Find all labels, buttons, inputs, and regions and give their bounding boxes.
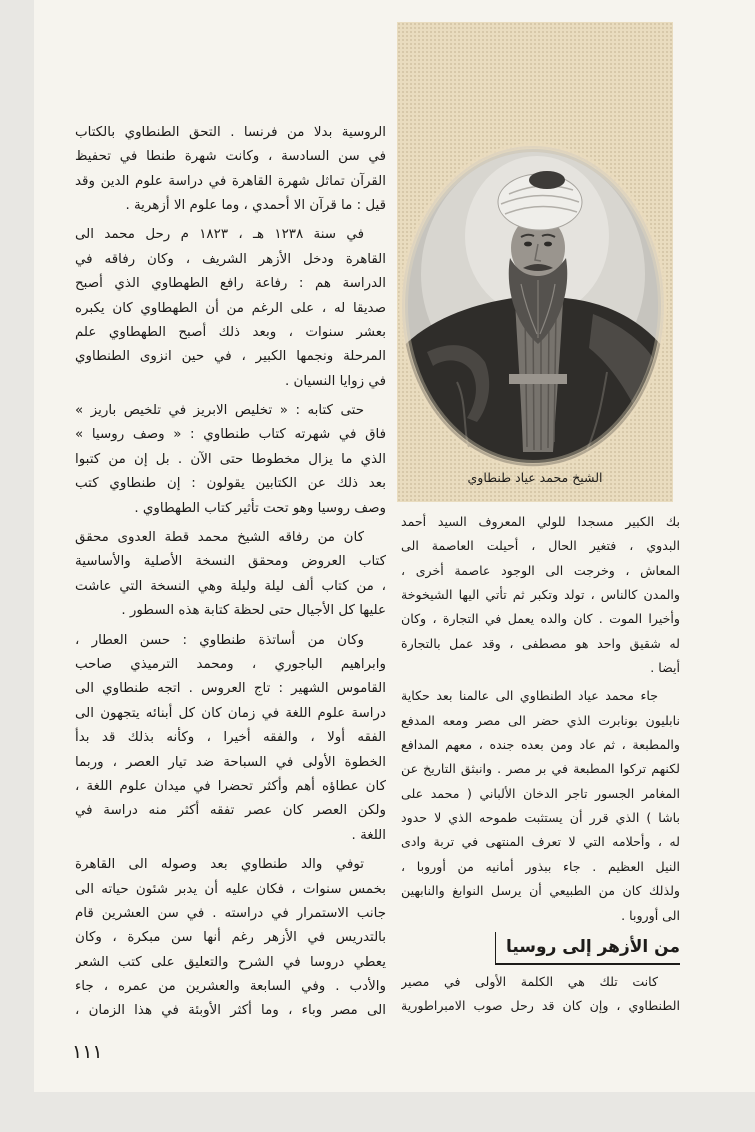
text-line: والمدن كالناس ، تولد وتكبر ثم تأتي اليها الشيخوخة bbox=[401, 586, 680, 602]
paragraph bbox=[75, 526, 386, 624]
text-line: والأدب . وفي السابعة والعشرين من عمره ، جاء bbox=[75, 979, 386, 995]
text-line: المرحلة ونجمها الكبير ، في حين انزوى الطنطاوي bbox=[75, 349, 386, 365]
text-line: الروسية بدلا من فرنسا . التحق الطنطاوي بالكتاب bbox=[75, 124, 386, 140]
text-line: ، من كتاب ألف ليلة وليلة وهي النسخة التي عاشت bbox=[75, 578, 386, 594]
page-number: ١١١ bbox=[72, 1041, 103, 1063]
text-line: جانب الاستمرار في دراسته . في سن العشرين قام bbox=[75, 905, 386, 921]
text-line: له ، وأحلامه التي لا تعرف المنتهى في تربة وادى bbox=[401, 834, 680, 850]
text-line: الى أوروبا . bbox=[621, 907, 680, 923]
paragraph bbox=[75, 121, 386, 219]
text-line: في سن السادسة ، وكانت شهرة طنطا في تحفيظ bbox=[75, 149, 386, 165]
text-line: دراسة علوم اللغة في زمان كان كل أبنائه يتجهون الى bbox=[75, 705, 386, 721]
text-line: يعطي دروسا في الشرح والتعليق على كتب الشعر bbox=[75, 954, 386, 970]
portrait-photo bbox=[397, 22, 673, 502]
paragraph bbox=[75, 223, 386, 394]
figure-caption: الشيخ محمد عياد طنطاوي bbox=[467, 470, 603, 485]
text-line: كان عطاؤه أهم وأكثر تحضرا في ميدان علوم اللغة ، bbox=[75, 778, 386, 794]
text-line: القرآن تماثل شهرة القاهرة في دراسة علوم الدين وقد bbox=[75, 173, 386, 189]
text-line: كان من رفاقه الشيخ محمد قطة العدوى محقق bbox=[75, 530, 364, 546]
text-line: عليها كل الأجيال حتى لحظة كتابة هذه السطور . bbox=[121, 603, 386, 619]
text-line: اللغة . bbox=[351, 827, 386, 843]
text-line: كتاب العروض ومحقق النسخة الأصلية والأساسية bbox=[75, 554, 386, 570]
text-line: الخطوة الأولى في السباحة ضد تيار العصر ، وربما bbox=[75, 754, 386, 770]
paragraph bbox=[401, 684, 680, 928]
paragraph bbox=[401, 510, 680, 681]
text-line: نابليون بونابرت الذي حضر الى مصر ومعه المدفع bbox=[401, 712, 680, 728]
text-line: وابراهيم الباجوري ، ومحمد الترميذي صاحب bbox=[75, 657, 386, 672]
paragraph bbox=[75, 853, 386, 1024]
text-line: القاموس الشهير : تاج العروس . اتجه طنطاوي الى bbox=[75, 681, 386, 697]
text-line: وصف روسيا وهو تحت تأثير كتاب الطهطاوي . bbox=[134, 500, 386, 516]
text-line: والمطبعة ، ثم عاد ومن بعده جنده ، معهم المدافع bbox=[401, 736, 680, 752]
text-line: ولكن العصر كان عصر تفقه أكثر منه دراسة في bbox=[75, 803, 386, 819]
text-line: توفي والد طنطاوي بعد وصوله الى القاهرة bbox=[75, 857, 364, 873]
text-line: صديقا له ، على الرغم من أن الطهطاوي كان يكبره bbox=[75, 300, 386, 316]
text-line: البدوي ، فتغير الحال ، أحيلت العاصمة الى bbox=[401, 538, 680, 554]
text-line: في زوايا النسيان . bbox=[284, 373, 386, 389]
text-column-right bbox=[401, 510, 680, 1019]
text-line: المغامر الجسور تاجر الدخان الألباني ( محمد على bbox=[401, 785, 680, 801]
text-line: بك الكبير مسجدا للولي المعروف السيد أحمد bbox=[401, 513, 680, 529]
text-line: قيل : ما قرآن الا أحمدي ، وما علوم الا أزهرية . bbox=[125, 197, 386, 213]
text-line: كانت تلك هي الكلمة الأولى في مصير bbox=[401, 973, 658, 989]
figure bbox=[397, 22, 673, 502]
text-line: الدراسة هم : رفاعة رافع الطهطاوي الذي أصبح bbox=[75, 276, 386, 292]
paragraph bbox=[401, 970, 680, 1019]
text-line: حتى كتابه : « تخليص الابريز في تلخيص باريز » bbox=[75, 403, 364, 419]
text-line: لكنهم تركوا المطبعة في بر مصر . وانبثق التاريخ عن bbox=[401, 761, 680, 777]
paragraph bbox=[75, 629, 386, 849]
text-line: ولذلك كان من الطبيعي أن يرسل النوابغ والنابهين bbox=[401, 883, 680, 899]
text-line: وأخيرا الموت . كان والده يعمل في التجارة ، وكان bbox=[401, 611, 680, 627]
text-line: المعاش ، وخرجت الى الوجود عاصمة أخرى ، bbox=[401, 562, 680, 578]
text-column-left bbox=[75, 121, 386, 1024]
text-line: النيل العظيم . جاء ببذور أمانيه من أوروبا ، bbox=[401, 858, 680, 874]
text-line: الذي ما يزال مخطوطا حتى الآن . بل إن من كتبوا bbox=[75, 451, 386, 467]
text-line: الفقه أولا ، والفقه أخيرا ، وكأنه بذلك قد بدأ bbox=[75, 730, 386, 746]
text-line: أيضا . bbox=[650, 660, 680, 676]
paragraph bbox=[75, 399, 386, 521]
text-line: وكان من أساتذة طنطاوي : حسن العطار ، bbox=[75, 632, 364, 648]
text-line: بعد ذلك عن الكتابين يقولون : إن طنطاوي كتب bbox=[75, 476, 386, 492]
text-line: الى مصر وباء ، وما أكثر الأوبئة في هذا الزمان ، bbox=[75, 1003, 386, 1019]
text-line: في سنة ١٢٣٨ هـ ، ١٨٢٣ م رحل محمد الى bbox=[75, 227, 364, 243]
text-line: فاق في شهرته كتاب طنطاوي : « وصف روسيا » bbox=[75, 427, 386, 443]
text-line: القاهرة ودخل الأزهر الشريف ، وكان رفاقه في bbox=[75, 251, 386, 267]
text-line: بخمس سنوات ، فكان عليه أن يدبر شئون حياته الى bbox=[75, 881, 386, 897]
text-line: له شقيق واحد هو مصطفى ، وقد عمل بالتجارة bbox=[401, 635, 680, 651]
section-heading: من الأزهر إلى روسيا bbox=[495, 932, 680, 965]
text-line: جاء محمد عياد الطنطاوي الى عالمنا بعد حكاية bbox=[401, 688, 658, 704]
text-line: الطنطاوي ، وإن كان قد رحل صوب الامبراطورية bbox=[401, 997, 680, 1013]
text-line: بالتدريس في الأزهر رغم أنها سن مبكرة ، وكان bbox=[75, 930, 386, 946]
text-line: باشا ) الذي قرر أن يستثبت طموحه الذي لا حدود bbox=[401, 810, 680, 826]
text-line: بعشر سنوات ، وبعد ذلك أصبح الطهطاوي علم bbox=[75, 324, 386, 340]
